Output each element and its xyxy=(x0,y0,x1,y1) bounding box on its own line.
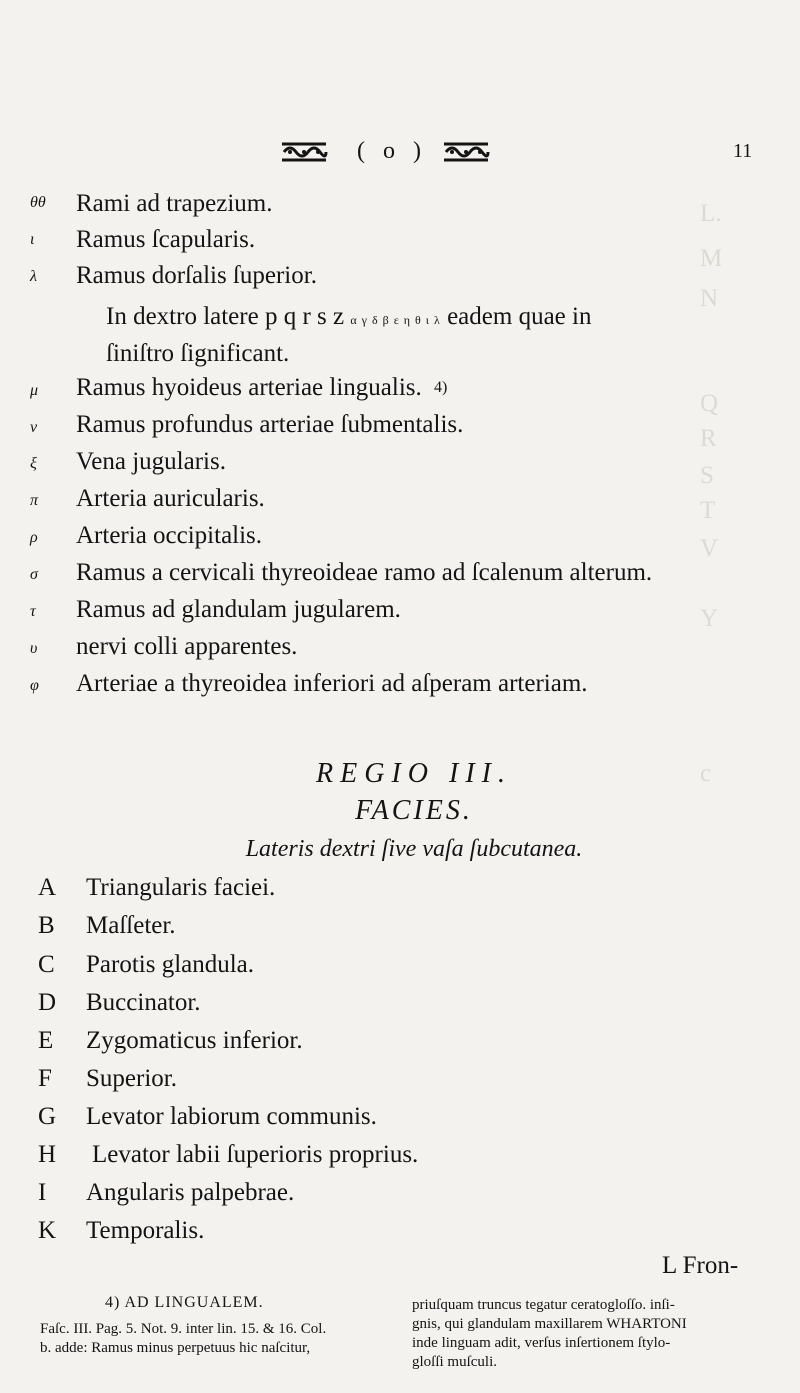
list-symbol: φ xyxy=(30,677,39,694)
folio-number: 11 xyxy=(733,140,753,162)
paragraph-line-2: ſiniſtro ſignificant. xyxy=(106,340,290,367)
region-caption: Lateris dextri ſive vaſa ſubcutanea. xyxy=(245,836,583,862)
list-symbol: π xyxy=(30,492,39,509)
region-subtitle: FACIES. xyxy=(355,795,473,826)
region-title: REGIO III. xyxy=(316,758,512,789)
muscle-name: Temporalis. xyxy=(86,1217,205,1244)
muscle-name: Buccinator. xyxy=(86,989,201,1016)
footnote-line: inde linguam adit, verſus inſertionem ſtylo- xyxy=(412,1335,671,1351)
list-item: Ramus ſcapularis. xyxy=(76,226,256,253)
paragraph-line-1 xyxy=(106,300,591,337)
list-symbol: ρ xyxy=(30,529,38,546)
paragraph-suffix: eadem quae in xyxy=(447,303,592,330)
footnote-line: gnis, qui glandulam maxillarem WHARTONI xyxy=(412,1316,687,1332)
list-item: Ramus profundus arteriae ſubmentalis. xyxy=(76,411,464,438)
footnote-line: gloſſi muſculi. xyxy=(412,1354,497,1370)
muscle-name: Angularis palpebrae. xyxy=(86,1179,295,1206)
list-item: Arteriae a thyreoidea inferiori ad aſperam arteriam. xyxy=(76,670,588,697)
footnote-line: Faſc. III. Pag. 5. Not. 9. inter lin. 15. & 16. Col. xyxy=(40,1321,327,1337)
muscle-letter: B xyxy=(38,912,55,939)
list-symbol: υ xyxy=(30,640,38,657)
page-header xyxy=(0,138,800,178)
list-item-text: Ramus hyoideus arteriae lingualis. xyxy=(76,374,422,401)
catchword: L Fron- xyxy=(662,1252,739,1279)
list-symbol: ν xyxy=(30,419,38,436)
footnote-left-column xyxy=(40,1320,326,1358)
muscle-letter: F xyxy=(38,1065,52,1092)
muscle-letter: C xyxy=(38,951,55,978)
list-item: Rami ad trapezium. xyxy=(76,190,273,217)
muscle-name: Zygomaticus inferior. xyxy=(86,1027,303,1054)
list-item: Ramus ad glandulam jugularem. xyxy=(76,596,401,623)
muscle-name: Superior. xyxy=(86,1065,177,1092)
footnote-heading: 4) AD LINGUALEM. xyxy=(105,1294,264,1311)
greek-letters: α γ δ β ε η θ ι λ xyxy=(350,313,441,327)
muscle-name: Maſſeter. xyxy=(86,912,176,939)
list-symbol: λ xyxy=(30,268,37,285)
list-symbol: μ xyxy=(30,382,39,399)
list-symbol: σ xyxy=(30,566,38,583)
list-symbol: τ xyxy=(30,603,36,620)
muscle-letter: K xyxy=(38,1217,57,1244)
muscle-letter: H xyxy=(38,1141,57,1168)
muscle-name: Levator labii ſuperioris proprius. xyxy=(92,1141,419,1168)
muscle-letter: D xyxy=(38,989,57,1016)
list-item: Arteria auricularis. xyxy=(76,485,265,512)
footnote-right-column xyxy=(412,1296,687,1372)
note-paragraph xyxy=(106,300,591,371)
muscle-name: Triangularis faciei. xyxy=(86,874,276,901)
footnote-reference[interactable]: 4) xyxy=(434,379,448,396)
list-symbol: ξ xyxy=(30,455,37,472)
list-item: Arteria occipitalis. xyxy=(76,522,263,549)
list-item xyxy=(76,374,447,402)
muscle-name: Levator labiorum communis. xyxy=(86,1103,377,1130)
list-item: Ramus dorſalis ſuperior. xyxy=(76,262,317,289)
muscle-letter: I xyxy=(38,1179,47,1206)
list-item: Vena jugularis. xyxy=(76,448,226,475)
footnote-line: priuſquam truncus tegatur ceratogloſſo. inſi- xyxy=(412,1297,675,1313)
muscle-letter: G xyxy=(38,1103,57,1130)
list-item: nervi colli apparentes. xyxy=(76,633,298,660)
left-ornament-icon xyxy=(280,140,328,164)
muscle-letter: A xyxy=(38,874,57,901)
list-symbol: θθ xyxy=(30,194,46,211)
list-item: Ramus a cervicali thyreoideae ramo ad ſcalenum alterum. xyxy=(76,559,653,586)
list-symbol: ι xyxy=(30,231,35,248)
page-marker: ( o ) xyxy=(357,138,427,164)
footnote-line: b. adde: Ramus minus perpetuus hic naſcitur, xyxy=(40,1340,311,1356)
muscle-letter: E xyxy=(38,1027,54,1054)
right-ornament-icon xyxy=(442,140,490,164)
paragraph-prefix: In dextro latere p q r s z xyxy=(106,303,345,330)
muscle-name: Parotis glandula. xyxy=(86,951,255,978)
